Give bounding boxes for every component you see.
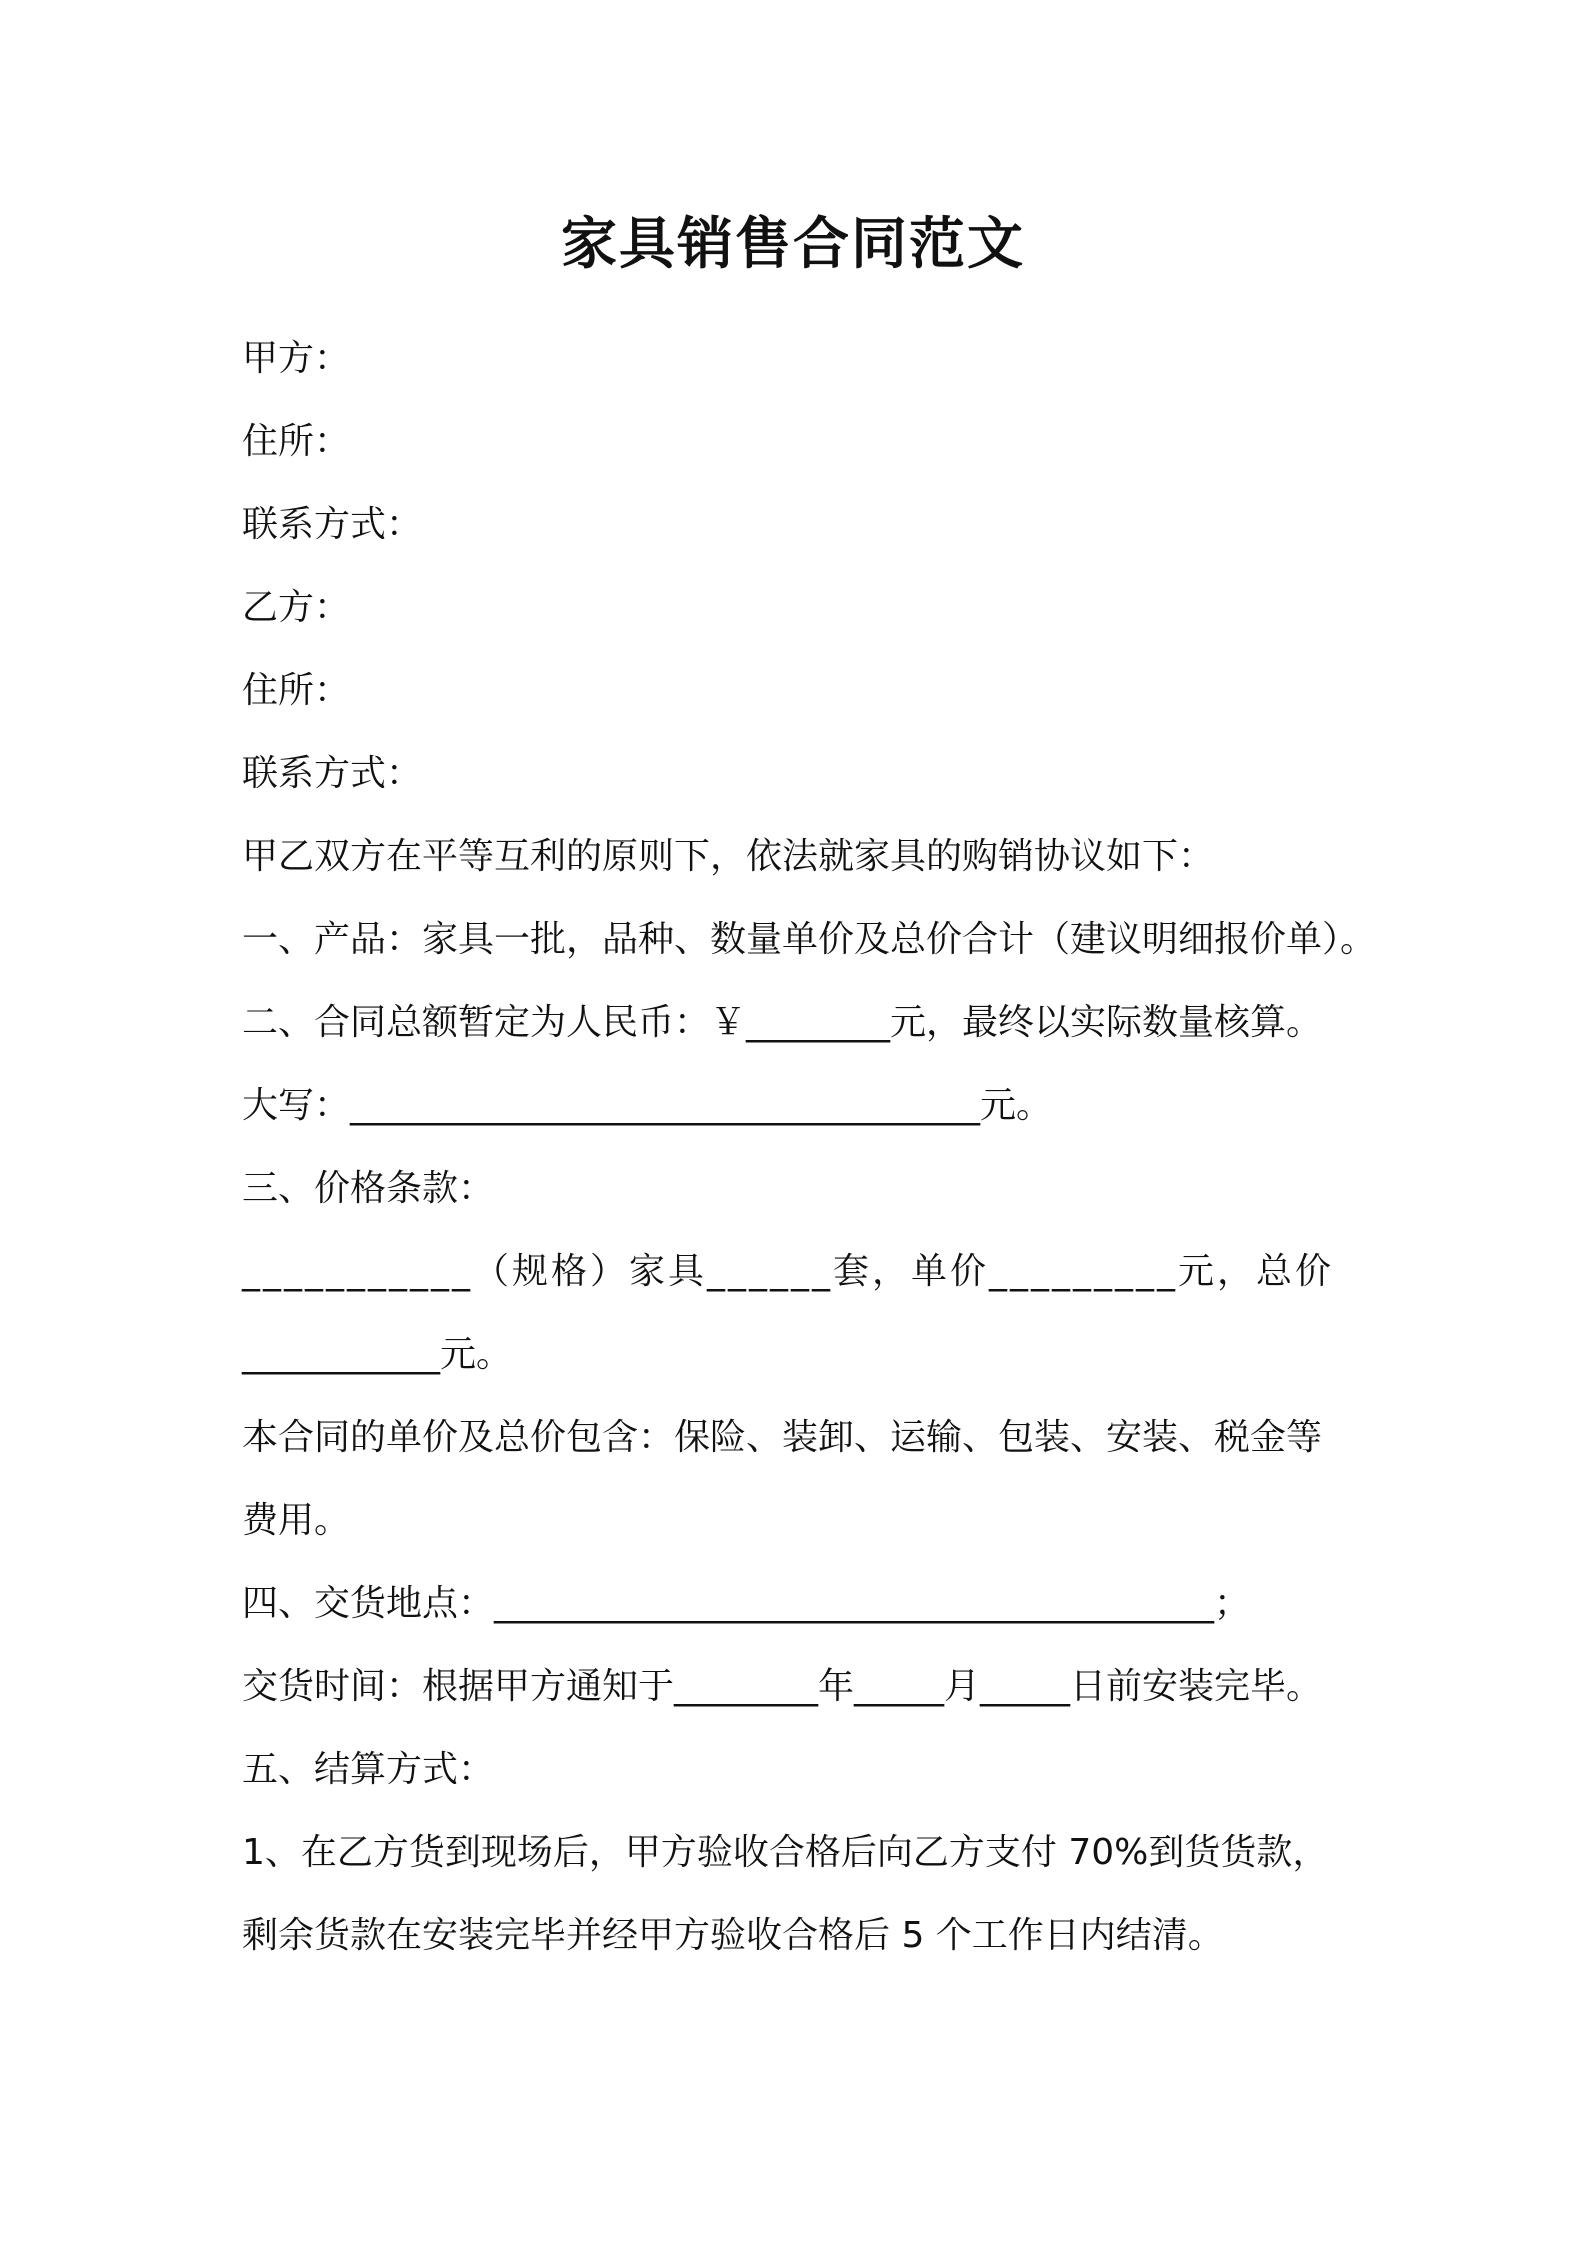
price-inclusions-continued: 费用。 [242, 1500, 351, 1541]
party-b-address-label: 住所： [242, 670, 351, 711]
agreement-intro: 甲乙双方在平等互利的原则下，依法就家具的购销协议如下： [242, 836, 1215, 877]
clause-total-amount: 二、合同总额暂定为人民币：￥________元，最终以实际数量核算。 [242, 1002, 1323, 1043]
clause-delivery-location: 四、交货地点：________________________________________； [242, 1583, 1251, 1624]
price-detail-line: ___________（规格）家具______套，单价_________元，总价 [242, 1251, 1335, 1292]
settlement-item-1-continued: 剩余货款在安装完毕并经甲方验收合格后 5 个工作日内结清。 [242, 1915, 1224, 1956]
clause-price-heading: 三、价格条款： [242, 1168, 495, 1209]
price-detail-line-continued: ___________元。 [242, 1334, 513, 1375]
party-a-address-label: 住所： [242, 421, 351, 462]
clause-settlement-heading: 五、结算方式： [242, 1749, 495, 1790]
party-a-contact-label: 联系方式： [242, 504, 423, 545]
settlement-item-1: 1、在乙方货到现场后，甲方验收合格后向乙方支付 70%到货货款， [242, 1832, 1329, 1873]
amount-in-words: 大写：___________________________________元。 [242, 1085, 1053, 1126]
contract-body [242, 317, 1382, 1977]
price-inclusions: 本合同的单价及总价包含：保险、装卸、运输、包装、安装、税金等 [242, 1417, 1323, 1458]
document-title: 家具销售合同范文 [561, 212, 1025, 277]
party-b-label: 乙方： [242, 587, 351, 628]
delivery-time: 交货时间：根据甲方通知于________年_____月_____日前安装完毕。 [242, 1666, 1323, 1707]
party-a-label: 甲方： [242, 338, 351, 379]
clause-product: 一、产品：家具一批，品种、数量单价及总价合计（建议明细报价单）。 [242, 919, 1377, 960]
party-b-contact-label: 联系方式： [242, 753, 423, 794]
